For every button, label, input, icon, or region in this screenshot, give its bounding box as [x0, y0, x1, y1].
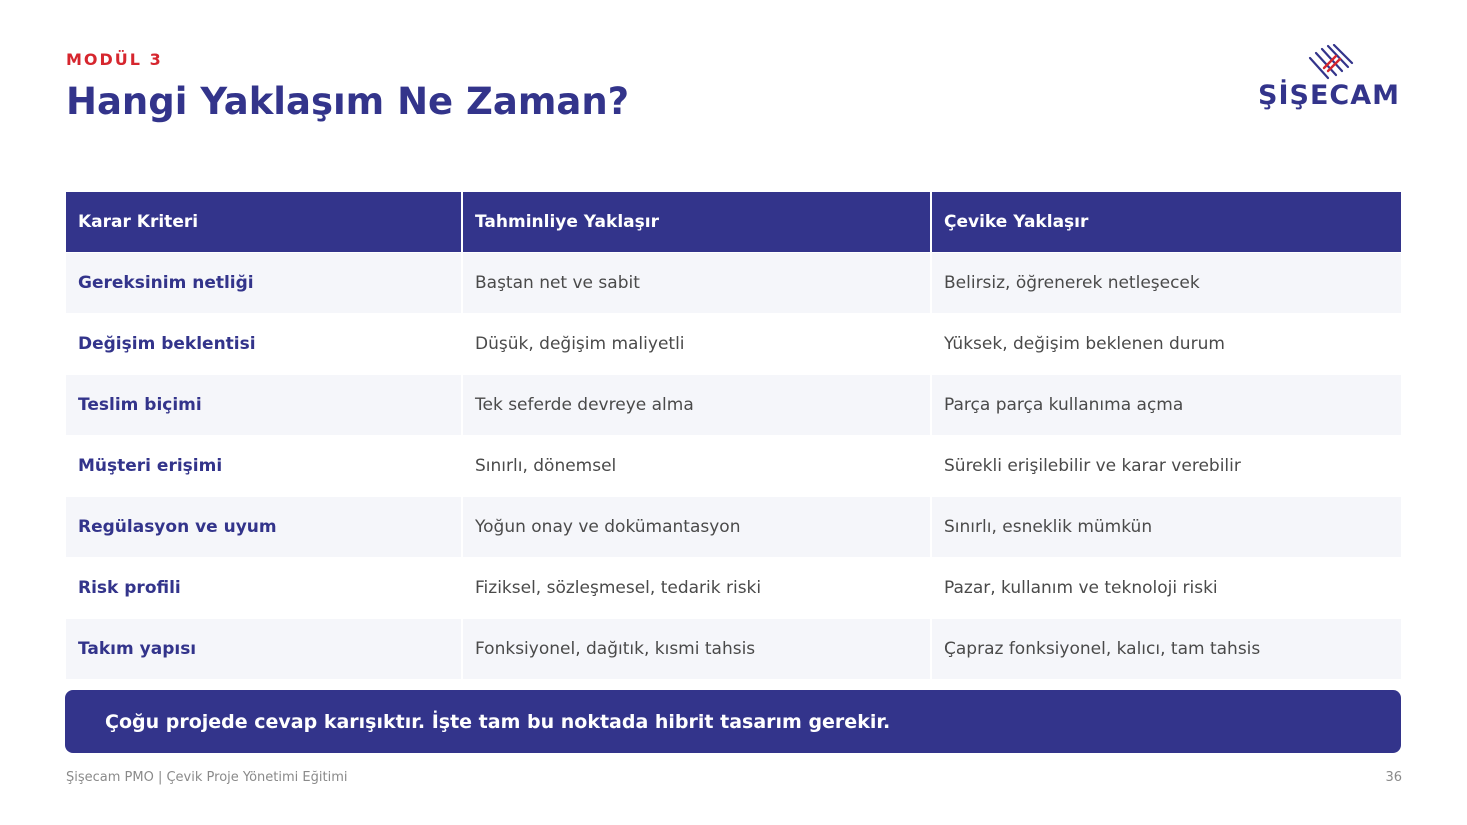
agile-cell: Parça parça kullanıma açma: [931, 375, 1401, 436]
agile-cell: Yüksek, değişim beklenen durum: [931, 314, 1401, 375]
table-row: [66, 558, 1401, 619]
agile-cell: Sürekli erişilebilir ve karar verebilir: [931, 436, 1401, 497]
criteria-table: [66, 192, 1401, 679]
header-criteria: Karar Kriteri: [66, 192, 462, 253]
agile-cell: Çapraz fonksiyonel, kalıcı, tam tahsis: [931, 619, 1401, 680]
agile-cell: Pazar, kullanım ve teknoloji riski: [931, 558, 1401, 619]
criterion-cell: Müşteri erişimi: [66, 436, 462, 497]
criterion-cell: Takım yapısı: [66, 619, 462, 680]
agile-cell: Sınırlı, esneklik mümkün: [931, 497, 1401, 558]
table-row: [66, 314, 1401, 375]
table-header-row: [66, 192, 1401, 253]
callout-banner: [65, 690, 1401, 753]
logo: [1258, 44, 1403, 114]
predictive-cell: Yoğun onay ve dokümantasyon: [462, 497, 931, 558]
logo-text: ŞİŞECAM: [1258, 80, 1400, 111]
page-title: Hangi Yaklaşım Ne Zaman?: [66, 80, 630, 123]
predictive-cell: Fonksiyonel, dağıtık, kısmi tahsis: [462, 619, 931, 680]
table-row: [66, 253, 1401, 314]
predictive-cell: Sınırlı, dönemsel: [462, 436, 931, 497]
table-row: [66, 436, 1401, 497]
criterion-cell: Gereksinim netliği: [66, 253, 462, 314]
criterion-cell: Regülasyon ve uyum: [66, 497, 462, 558]
predictive-cell: Tek seferde devreye alma: [462, 375, 931, 436]
module-label: MODÜL 3: [66, 50, 163, 69]
header-predictive: Tahminliye Yaklaşır: [462, 192, 931, 253]
header-agile: Çevike Yaklaşır: [931, 192, 1401, 253]
table-row: [66, 375, 1401, 436]
table-row: [66, 619, 1401, 680]
agile-cell: Belirsiz, öğrenerek netleşecek: [931, 253, 1401, 314]
footer-text: Şişecam PMO | Çevik Proje Yönetimi Eğitimi: [66, 770, 348, 785]
criterion-cell: Teslim biçimi: [66, 375, 462, 436]
table-row: [66, 497, 1401, 558]
sisecam-logo-icon: [1306, 44, 1356, 84]
page-number: 36: [1385, 770, 1402, 785]
criterion-cell: Risk profili: [66, 558, 462, 619]
predictive-cell: Düşük, değişim maliyetli: [462, 314, 931, 375]
criterion-cell: Değişim beklentisi: [66, 314, 462, 375]
predictive-cell: Baştan net ve sabit: [462, 253, 931, 314]
predictive-cell: Fiziksel, sözleşmesel, tedarik riski: [462, 558, 931, 619]
callout-text: Çoğu projede cevap karışıktır. İşte tam bu noktada hibrit tasarım gerekir.: [105, 710, 891, 733]
